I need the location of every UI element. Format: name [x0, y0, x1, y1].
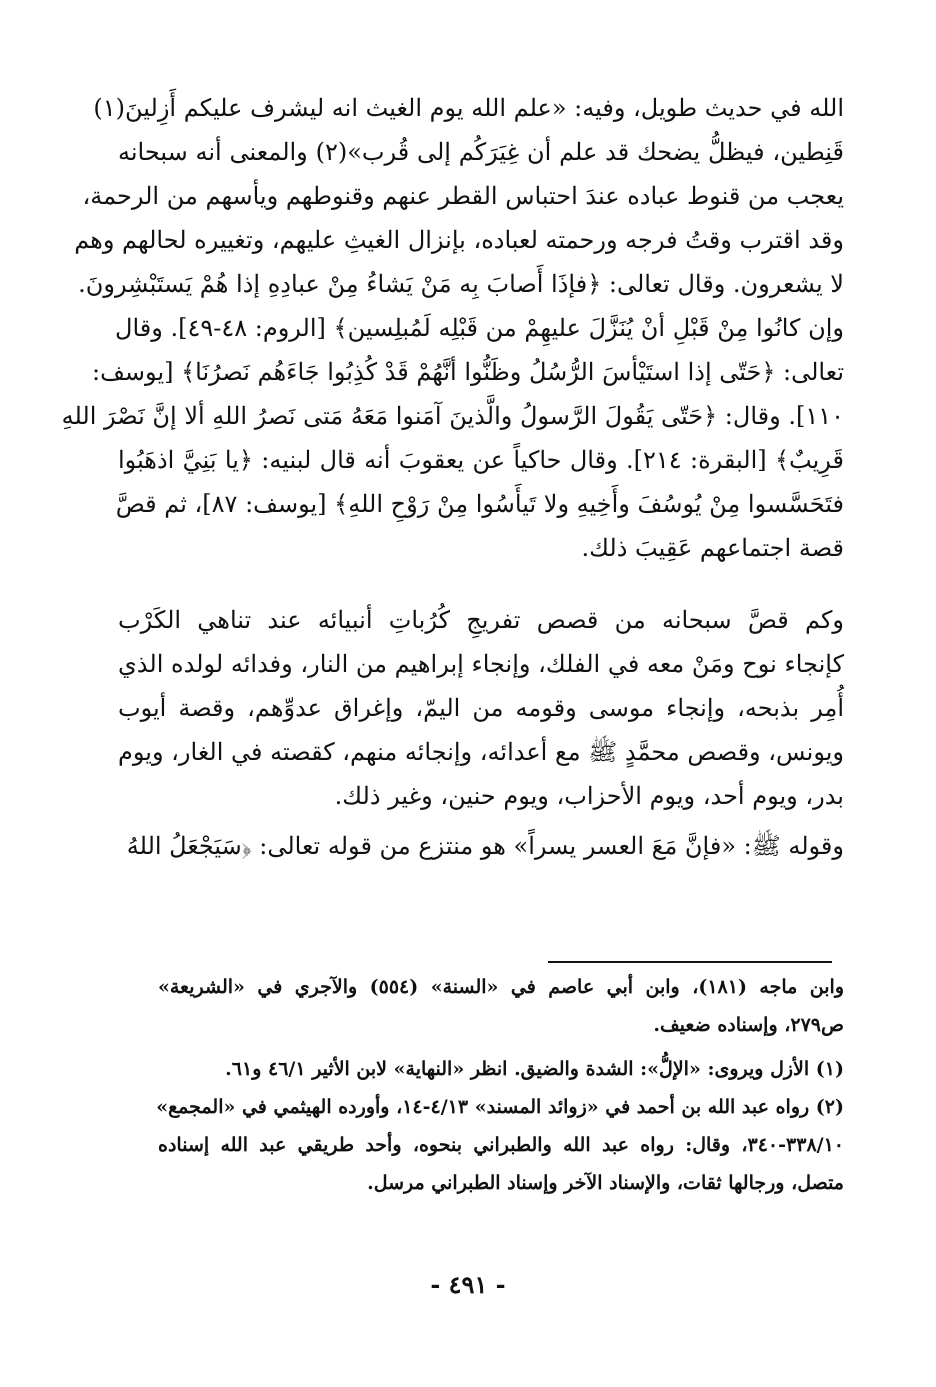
text-line: بدر، ويوم أحد، ويوم الأحزاب، ويوم حنين، وغير ذلك. — [334, 782, 844, 810]
page-number: - ٤٩١ - — [430, 1270, 506, 1299]
footnote-line: وابن ماجه (١٨١)، وابن أبي عاصم في «السنة» (٥٥٤) والآجري في «الشريعة» — [158, 976, 844, 998]
footnote-line: ٣٣٨/١٠-٣٤٠، وقال: رواه عبد الله والطبراني بنحوه، وأحد طريقي عبد الله إسناده — [158, 1134, 844, 1156]
footnote-line: (١) الأزل ويروى: «الإلُّ»: الشدة والضيق. انظر «النهاية» لابن الأثير ٤٦/١ و٦١. — [225, 1058, 844, 1080]
text-line: فتَحَسَّسوا مِنْ يُوسُفَ وأَخِيهِ ولا تَيأَسُوا مِنْ رَوْحِ اللهِ﴾ [يوسف: ٨٧]، ثم قصَّ — [115, 490, 844, 518]
paragraph-gap — [118, 570, 844, 598]
text-line: وقد اقترب وقتُ فرجه ورحمته لعباده، بإنزال الغيثِ عليهم، وتغييره لحالهم وهم — [74, 226, 844, 254]
text-line: ١١٠]. وقال: ﴿حَتّى يَقُولَ الرَّسولُ والَّذينَ آمَنوا مَعَهُ مَتى نَصرُ اللهِ ألا إنَّ نَصْرَ اللهِ — [61, 402, 844, 430]
footnote-line: (٢) رواه عبد الله بن أحمد في «زوائد المسند» ٤/١٣-١٤، وأورده الهيثمي في «المجمع» — [156, 1096, 844, 1118]
text-line: ويونس، وقصص محمَّدٍ ﷺ مع أعدائه، وإنجائه منهم، كقصته في الغار، ويوم — [118, 738, 844, 766]
text-line: وقوله ﷺ: «فإنَّ مَعَ العسر يسراً» هو منتزع من قوله تعالى: ﴿سَيَجْعَلُ اللهُ — [126, 832, 844, 860]
footnote-line: متصل، ورجالها ثقات، والإسناد الآخر وإسناد الطبراني مرسل. — [367, 1172, 844, 1194]
text-line: قَنِطين، فيظلُّ يضحك قد علم أن غِيَرَكُم إلى قُرب»(٢) والمعنى أنه سبحانه — [118, 138, 845, 166]
text-line: كإنجاء نوح ومَنْ معه في الفلك، وإنجاء إبراهيم من النار، وفدائه لولده الذي — [118, 650, 844, 678]
text-line: يعجب من قنوط عباده عندَ احتباس القطر عنهم وقنوطهم ويأسهم من الرحمة، — [82, 182, 844, 210]
footnote-separator — [548, 961, 832, 963]
text-line: وكم قصَّ سبحانه من قصص تفريجِ كُرُباتِ أنبيائه عند تناهي الكَرْب — [118, 606, 844, 634]
footnote-line: ص٢٧٩، وإسناده ضعيف. — [653, 1014, 844, 1036]
text-line: لا يشعرون. وقال تعالى: ﴿فإذَا أَصابَ بِه مَنْ يَشاءُ مِنْ عبادِهِ إذا هُمْ يَستَبْشِرونَ. — [78, 270, 844, 298]
footnotes-block — [158, 968, 844, 1202]
text-line: تعالى: ﴿حَتّى إذا استَيْأسَ الرُّسُلُ وظَنُّوا أنَّهُمْ قَدْ كُذِبُوا جَاءَهُم نَصرُنَا﴾ [يوسف: — [92, 358, 844, 386]
text-line: الله في حديث طويل، وفيه: «علم الله يوم الغيث انه ليشرف عليكم أَزِلينَ(١) — [93, 94, 844, 122]
main-text-block — [61, 86, 845, 868]
text-line: أُمِر بذبحه، وإنجاء موسى وقومه من اليمّ، وإغراق عدوِّهم، وقصة أيوب — [118, 694, 844, 722]
text-line: وإن كانُوا مِنْ قَبْلِ أنْ يُنَزَّلَ عليهِمْ من قَبْلِه لَمُبلِسين﴾ [الروم: ٤٨-٤٩]. وقال — [115, 314, 844, 342]
text-line: قصة اجتماعهم عَقِيبَ ذلك. — [581, 534, 844, 562]
text-line: قَرِيبٌ﴾ [البقرة: ٢١٤]. وقال حاكياً عن يعقوبَ أنه قال لبنيه: ﴿يا بَنِيَّ اذهَبُوا — [118, 446, 844, 474]
